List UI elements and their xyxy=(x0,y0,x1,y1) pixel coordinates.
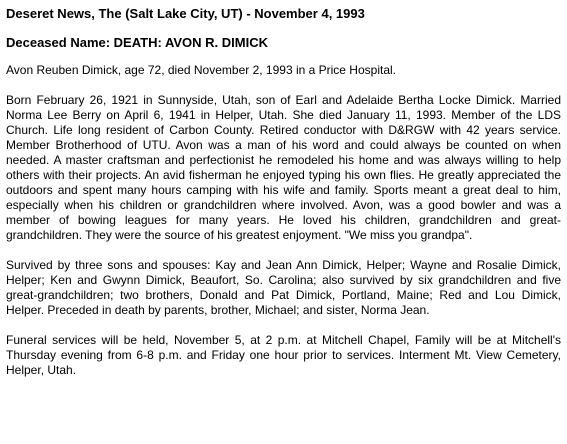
source-heading: Deseret News, The (Salt Lake City, UT) - November 4, 1993 xyxy=(6,6,365,21)
survivors-paragraph: Survived by three sons and spouses: Kay and Jean Ann Dimick, Helper; Wayne and Rosalie Dimick, Helper; Ken and Gwynn Dimick, Beaufort, So. Carolina; also survived by six grandchildren and five great-grandchildren; two brothers, Donald and Pat Dimick, Portland, Maine; Red and Lou Dimick, Helper. Preceded in death by parents, brother, Michael; and sister, Norma Jean. xyxy=(6,258,561,317)
funeral-services-paragraph: Funeral services will be held, November 5, at 2 p.m. at Mitchell Chapel, Family will be at Mitchell's Thursday evening from 6-8 p.m. and Friday one hour prior to services. Interment Mt. View Cemetery, Helper, Utah. xyxy=(6,333,561,377)
biography-paragraph: Born February 26, 1921 in Sunnyside, Utah, son of Earl and Adelaide Bertha Locke Dimick. Married Norma Lee Berry on April 6, 1941 in Helper, Utah. She died January 11, 1993. Member of the LDS Church. Life long resident of Carbon County. Retired conductor with D&RGW with 42 years service. Member Brotherhood of UTU. Avon was a man of his word and could always be counted on when needed. A master craftsman and perfectionist he remodeled his home and was always willing to help others with their projects. An avid fisherman he enjoyed typing his own flies. He greatly appreciated the outdoors and spent many hours camping with his wife and family. Sports meant a great deal to him, especially when his children or grandchildren where involved. Avon, was a good bowler and was a member of bowing leagues for many years. He loved his children, grandchildren and great-grandchildren. They were the source of his greatest enjoyment. "We miss you grandpa". xyxy=(6,93,561,242)
death-notice-paragraph: Avon Reuben Dimick, age 72, died November 2, 1993 in a Price Hospital. xyxy=(6,63,396,77)
deceased-name-heading: Deceased Name: DEATH: AVON R. DIMICK xyxy=(6,35,268,50)
obituary-document xyxy=(6,6,561,378)
